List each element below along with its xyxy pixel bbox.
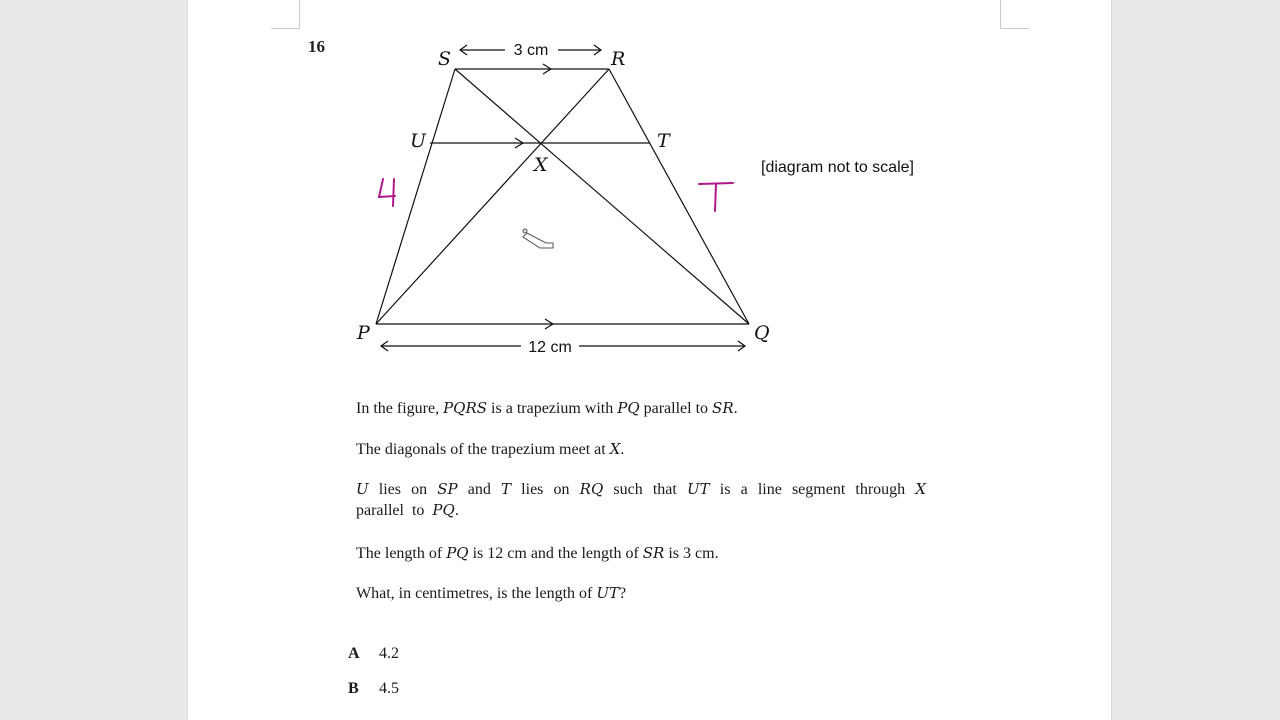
diagram-note: [diagram not to scale] <box>761 159 914 176</box>
handwritten-4-annotation <box>379 179 395 206</box>
label-R: R <box>611 48 626 70</box>
answer-option-a[interactable] <box>348 645 399 663</box>
label-T: T <box>657 130 670 152</box>
label-X: X <box>534 154 548 176</box>
answer-option-b[interactable] <box>348 680 399 698</box>
label-Q: Q <box>754 322 770 344</box>
diagonal-SQ <box>455 69 749 324</box>
trapezium-diagram <box>188 0 1111 720</box>
document-page <box>187 0 1112 720</box>
label-P: P <box>357 322 370 344</box>
option-value: 4.2 <box>379 645 399 662</box>
paragraph-lengths: The length of PQ is 12 cm and the length of SR is 3 cm. <box>356 544 719 562</box>
pen-cursor-icon <box>523 229 553 248</box>
side-RQ <box>609 69 749 324</box>
label-S: S <box>438 48 452 70</box>
paragraph-trapezium: In the figure, PQRS is a trapezium with PQ parallel to SR. <box>356 399 738 417</box>
option-value: 4.5 <box>379 680 399 697</box>
question-number: 16 <box>308 37 325 56</box>
top-measure: 3 cm <box>513 42 549 59</box>
question-prompt: What, in centimetres, is the length of UT? <box>356 584 627 602</box>
bottom-measure: 12 cm <box>528 339 572 356</box>
option-letter: B <box>348 680 359 697</box>
option-letter: A <box>348 645 360 662</box>
paragraph-ut-segment: U lies on SP and T lies on RQ such that UT is a line segment through X parallel to PQ. <box>356 480 927 519</box>
diagonal-PR <box>376 69 609 324</box>
paragraph-diagonals: The diagonals of the trapezium meet at X. <box>356 440 625 458</box>
label-U: U <box>410 130 427 152</box>
handwritten-T-annotation <box>699 183 733 211</box>
